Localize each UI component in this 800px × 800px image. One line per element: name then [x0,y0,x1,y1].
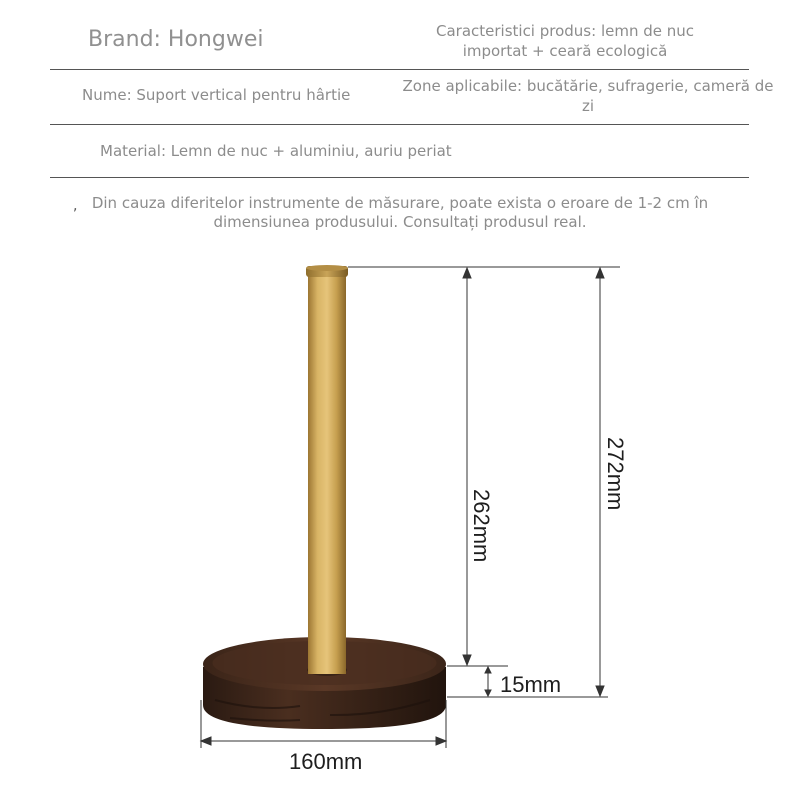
material-label: Material: Lemn de nuc + aluminiu, auriu periat [100,142,452,160]
product-name-label: Nume: Suport vertical pentru hârtie [82,86,351,104]
zones-label: Zone aplicabile: bucătărie, sufragerie, cameră de zi [402,77,774,115]
gold-rod [306,265,348,676]
measurement-note: Din cauza diferitelor instrumente de măsurare, poate exista o eroare de 1-2 cm în dimensiunea produsului. Consultați produsul real. [91,194,709,231]
features-label: Caracteristici produs: lemn de nuc importat + ceară ecologică [435,22,695,60]
base-diameter-label: 160mm [289,749,363,774]
note-bullet: , [73,198,78,214]
rod-height-label: 262mm [469,489,494,563]
brand-label: Brand: Hongwei [88,27,264,52]
base-thickness-label: 15mm [500,672,562,697]
total-height-label: 272mm [603,437,628,511]
